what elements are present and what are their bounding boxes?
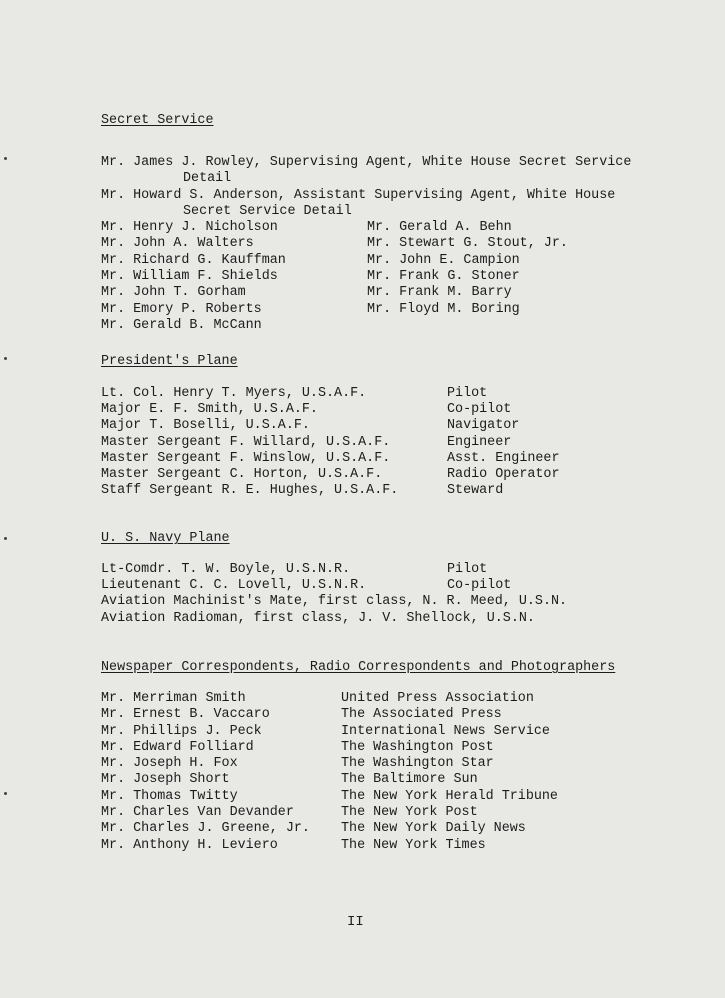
organization: The New York Daily News xyxy=(341,821,526,837)
section-heading: Secret Service xyxy=(101,113,214,128)
navy-plane-section xyxy=(101,530,705,627)
text-line: Mr. Howard S. Anderson, Assistant Supervising Agent, White House xyxy=(101,187,616,203)
organization: United Press Association xyxy=(341,691,534,706)
section-heading: President's Plane xyxy=(101,354,238,369)
text-line: Aviation Radioman, first class, J. V. Shellock, U.S.N. xyxy=(101,610,535,626)
agent-list-left xyxy=(101,220,367,334)
list-item: Mr. Floyd M. Boring xyxy=(367,301,520,317)
organization: The New York Times xyxy=(341,837,486,853)
crew-name: Lt-Comdr. T. W. Boyle, U.S.N.R. xyxy=(101,562,351,577)
navy-crew-table xyxy=(101,562,705,594)
table-row xyxy=(101,386,705,402)
text-line: Detail xyxy=(183,171,232,187)
crew-name: Major T. Boselli, U.S.A.F. xyxy=(101,418,310,434)
crew-name: Master Sergeant F. Willard, U.S.A.F. xyxy=(101,434,391,450)
table-row xyxy=(101,805,705,821)
correspondent-name: Mr. Anthony H. Leviero xyxy=(101,837,278,853)
correspondent-name: Mr. Thomas Twitty xyxy=(101,788,238,804)
crew-role: Navigator xyxy=(447,418,520,434)
table-row xyxy=(101,467,705,483)
margin-mark xyxy=(4,537,7,540)
crew-role: Asst. Engineer xyxy=(447,450,560,466)
list-item: Mr. Henry J. Nicholson xyxy=(101,220,278,236)
crew-role: Co-pilot xyxy=(447,402,512,418)
table-row xyxy=(101,756,705,772)
organization: The Associated Press xyxy=(341,707,502,723)
organization: International News Service xyxy=(341,723,550,739)
organization: The Washington Post xyxy=(341,739,494,755)
table-row xyxy=(101,789,705,805)
section-heading: Newspaper Correspondents, Radio Correspondents and Photographers xyxy=(101,660,616,675)
press-table xyxy=(101,691,705,854)
correspondent-name: Mr. Phillips J. Peck xyxy=(101,723,262,739)
margin-mark xyxy=(4,792,7,795)
crew-role: Pilot xyxy=(447,562,488,577)
correspondent-name: Mr. Edward Folliard xyxy=(101,739,254,755)
list-item: Mr. Frank M. Barry xyxy=(367,285,512,301)
table-row xyxy=(101,724,705,740)
organization: The New York Herald Tribune xyxy=(341,788,558,804)
table-row xyxy=(101,772,705,788)
presidents-plane-section xyxy=(101,353,705,499)
agent-list-right xyxy=(367,220,568,334)
crew-role: Steward xyxy=(447,483,504,499)
crew-table xyxy=(101,386,705,499)
crew-name: Master Sergeant F. Winslow, U.S.A.F. xyxy=(101,450,391,466)
crew-name: Major E. F. Smith, U.S.A.F. xyxy=(101,402,318,418)
list-item: Mr. John E. Campion xyxy=(367,252,520,268)
table-row xyxy=(101,402,705,418)
correspondent-name: Mr. Ernest B. Vaccaro xyxy=(101,707,270,723)
table-row xyxy=(101,451,705,467)
list-item: Mr. Stewart G. Stout, Jr. xyxy=(367,236,568,252)
organization: The Washington Star xyxy=(341,756,494,772)
table-row xyxy=(101,740,705,756)
crew-name: Staff Sergeant R. E. Hughes, U.S.A.F. xyxy=(101,483,399,499)
margin-mark xyxy=(4,357,7,360)
correspondent-name: Mr. Charles J. Greene, Jr. xyxy=(101,821,310,837)
crew-name: Master Sergeant C. Horton, U.S.A.F. xyxy=(101,466,383,482)
list-item: Mr. Gerald B. McCann xyxy=(101,317,262,333)
table-row xyxy=(101,435,705,451)
table-row xyxy=(101,707,705,723)
text-line: Aviation Machinist's Mate, first class, N. R. Meed, U.S.N. xyxy=(101,594,568,610)
crew-name: Lt. Col. Henry T. Myers, U.S.A.F. xyxy=(101,386,367,401)
text-line: Mr. James J. Rowley, Supervising Agent, White House Secret Service xyxy=(101,155,632,170)
agent-columns xyxy=(101,220,705,334)
crew-role: Engineer xyxy=(447,434,512,450)
correspondent-name: Mr. Merriman Smith xyxy=(101,691,246,706)
list-item: Mr. John A. Walters xyxy=(101,236,254,252)
table-row xyxy=(101,821,705,837)
table-row xyxy=(101,483,705,499)
crew-role: Co-pilot xyxy=(447,578,512,594)
press-section xyxy=(101,659,705,854)
correspondent-name: Mr. Joseph Short xyxy=(101,772,230,788)
table-row xyxy=(101,562,705,578)
margin-mark xyxy=(4,157,7,160)
correspondent-name: Mr. Charles Van Devander xyxy=(101,805,294,821)
organization: The Baltimore Sun xyxy=(341,772,478,788)
list-item: Mr. Richard G. Kauffman xyxy=(101,252,286,268)
crew-role: Radio Operator xyxy=(447,466,560,482)
text-line: Secret Service Detail xyxy=(183,203,352,219)
secret-service-section xyxy=(101,112,705,334)
table-row xyxy=(101,838,705,854)
list-item: Mr. William F. Shields xyxy=(101,269,278,285)
table-row xyxy=(101,418,705,434)
page-number: II xyxy=(347,914,364,930)
table-row xyxy=(101,691,705,707)
list-item: Mr. Gerald A. Behn xyxy=(367,220,512,236)
organization: The New York Post xyxy=(341,805,478,821)
list-item: Mr. Emory P. Roberts xyxy=(101,301,262,317)
crew-role: Pilot xyxy=(447,386,488,401)
table-row xyxy=(101,578,705,594)
list-item: Mr. John T. Gorham xyxy=(101,285,246,301)
section-heading: U. S. Navy Plane xyxy=(101,531,230,546)
correspondent-name: Mr. Joseph H. Fox xyxy=(101,756,238,772)
list-item: Mr. Frank G. Stoner xyxy=(367,269,520,285)
crew-name: Lieutenant C. C. Lovell, U.S.N.R. xyxy=(101,578,367,594)
